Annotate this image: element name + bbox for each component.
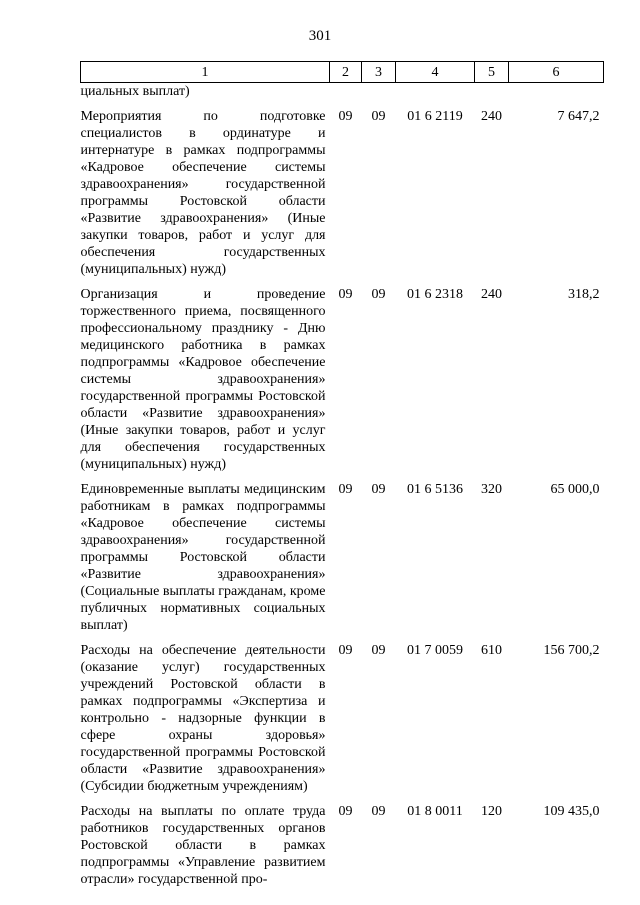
header-row [81, 62, 604, 83]
row-csr: 01 6 2119 [407, 109, 463, 124]
table-body [81, 83, 604, 889]
page-number: 301 [308, 28, 332, 44]
table-row [81, 108, 604, 278]
row-description: Расходы на обеспечение деятельности (оказание услуг) государственных учреждений Ростовской области в рамках подпрограммы «Экспертиза и контрольно - надзорные функции в сфере охраны здоровья» государственной программы Ростовской области «Развитие здравоохранения» (Субсидии бюджетным учреждениям) [80, 643, 326, 794]
row-amount: 156 700,2 [543, 643, 600, 658]
row-amount: 7 647,2 [557, 109, 600, 124]
table-row [81, 286, 604, 473]
row-description: Организация и проведение торжественного приема, посвященного профессиональному празднику - Дню медицинского работника в рамках подпрограммы «Кадровое обеспечение системы здравоохранения» государственной программы Ростовской области «Развитие здравоохранения» (Иные закупки товаров, работ и услуг для обеспечения государственных (муниципальных) нужд) [80, 287, 326, 472]
row-pr: 09 [371, 109, 386, 124]
row-csr: 01 7 0059 [407, 643, 463, 658]
budget-table [80, 61, 604, 888]
row-rz: 09 [338, 482, 353, 497]
column-header-5: 5 [475, 62, 509, 83]
column-header-3: 3 [362, 62, 396, 83]
row-pr: 09 [371, 287, 386, 302]
row-description: Расходы на выплаты по оплате труда работников государственных органов Ростовской области в рамках подпрограммы «Управление развитием отрасли» государственной про- [80, 804, 326, 887]
row-description: Единовременные выплаты медицинским работникам в рамках подпрограммы «Кадровое обеспечение системы здравоохранения» государственной программы Ростовской области «Развитие здравоохранения» (Социальные выплаты гражданам, кроме публичных нормативных социальных выплат) [80, 482, 326, 633]
row-vr: 240 [481, 287, 502, 302]
row-rz: 09 [338, 643, 353, 658]
column-header-2: 2 [330, 62, 362, 83]
row-vr: 240 [481, 109, 502, 124]
column-header-6: 6 [509, 62, 604, 83]
row-csr: 01 6 2318 [407, 287, 463, 302]
row-pr: 09 [371, 643, 386, 658]
row-pr: 09 [371, 482, 386, 497]
continuation-text: циальных выплат) [80, 84, 190, 99]
row-amount: 65 000,0 [550, 482, 600, 497]
row-rz: 09 [338, 287, 353, 302]
row-amount: 109 435,0 [543, 804, 600, 819]
table-row [81, 642, 604, 795]
row-rz: 09 [338, 109, 353, 124]
row-rz: 09 [338, 804, 353, 819]
continuation-row [81, 83, 604, 101]
row-description: Мероприятия по подготовке специалистов в ординатуре и интернатуре в рамках подпрограммы «Кадровое обеспечение системы здравоохранения» государственной программы Ростовской области «Развитие здравоохранения» (Иные закупки товаров, работ и услуг для обеспечения государственных (муниципальных) нужд) [80, 109, 326, 277]
table-header [81, 62, 604, 83]
table-row [81, 481, 604, 634]
row-amount: 318,2 [568, 287, 600, 302]
row-vr: 610 [481, 643, 502, 658]
row-vr: 320 [481, 482, 502, 497]
row-csr: 01 6 5136 [407, 482, 463, 497]
row-vr: 120 [481, 804, 502, 819]
table-row [81, 803, 604, 888]
column-header-1: 1 [81, 62, 330, 83]
row-pr: 09 [371, 804, 386, 819]
row-csr: 01 8 0011 [407, 804, 463, 819]
column-header-4: 4 [396, 62, 475, 83]
